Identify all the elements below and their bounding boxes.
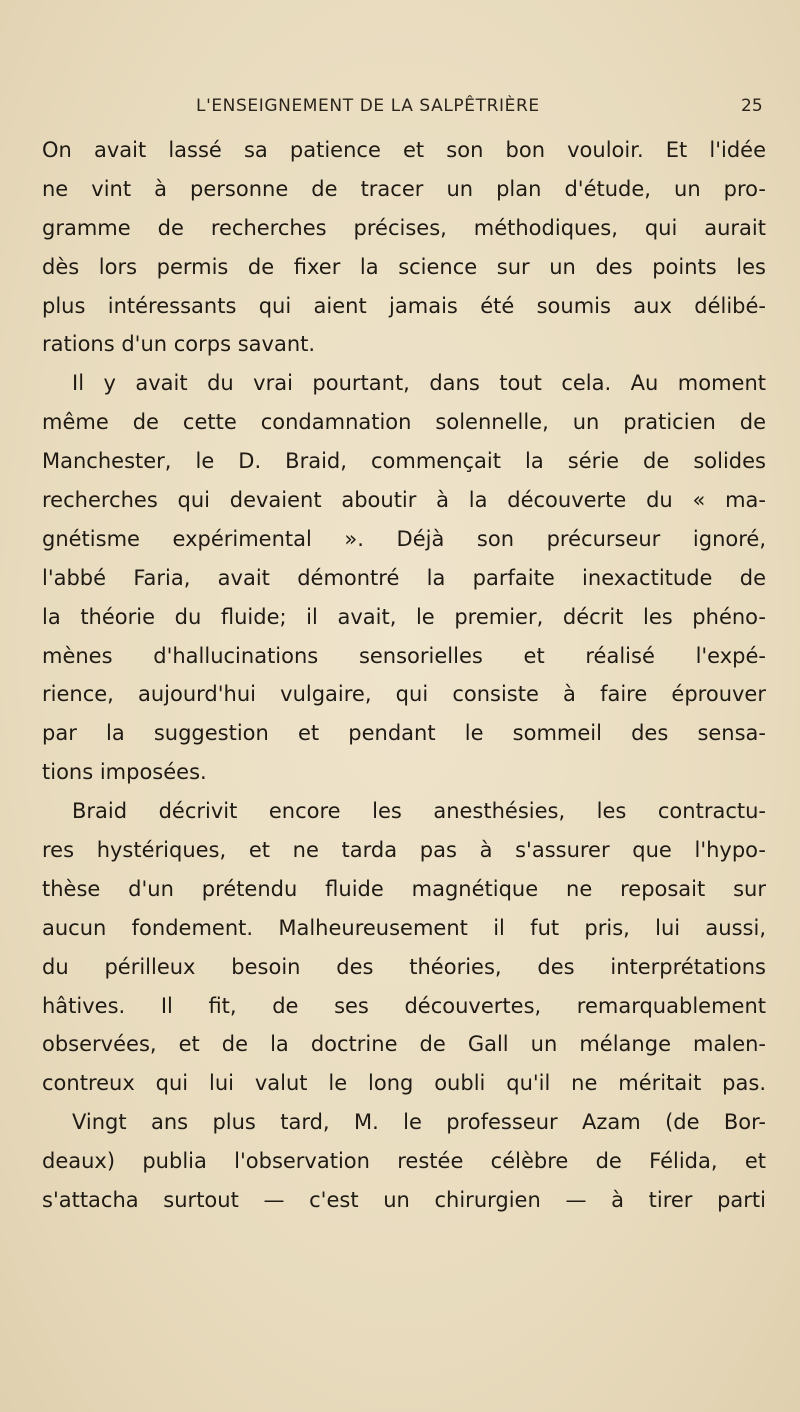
text-line: res hystériques, et ne tarda pas à s'assurer que l'hypo-	[42, 838, 766, 863]
text-line: gnétisme expérimental ». Déjà son précurseur ignoré,	[42, 526, 766, 551]
text-line: hâtives. Il fit, de ses découvertes, remarquablement	[42, 993, 766, 1018]
text-line: Manchester, le D. Braid, commençait la série de solides	[42, 449, 766, 474]
text-line: deaux) publia l'observation restée célèbre de Félida, et	[42, 1149, 766, 1174]
text-line: Braid décrivit encore les anesthésies, les contractu-	[72, 799, 766, 824]
text-line: dès lors permis de fixer la science sur un des points les	[42, 254, 766, 279]
text-line: plus intéressants qui aient jamais été soumis aux délibé-	[42, 293, 766, 318]
running-head: L'ENSEIGNEMENT DE LA SALPÊTRIÈRE	[196, 96, 540, 116]
page-number: 25	[741, 96, 763, 116]
text-line: thèse d'un prétendu fluide magnétique ne reposait sur	[42, 876, 766, 901]
text-line: s'attacha surtout — c'est un chirurgien — à tirer parti	[42, 1188, 766, 1213]
text-line: gramme de recherches précises, méthodiques, qui aurait	[42, 215, 766, 240]
text-line: l'abbé Faria, avait démontré la parfaite inexactitude de	[42, 565, 766, 590]
text-line: Vingt ans plus tard, M. le professeur Azam (de Bor-	[72, 1110, 766, 1135]
text-line: ne vint à personne de tracer un plan d'étude, un pro-	[42, 176, 766, 201]
text-line: la théorie du fluide; il avait, le premier, décrit les phéno-	[42, 604, 766, 629]
text-line: du périlleux besoin des théories, des interprétations	[42, 954, 766, 979]
body-text	[42, 131, 766, 1220]
text-line: tions imposées.	[42, 760, 207, 785]
text-line: observées, et de la doctrine de Gall un mélange malen-	[42, 1032, 766, 1057]
text-line: rience, aujourd'hui vulgaire, qui consiste à faire éprouver	[42, 682, 766, 707]
text-line: mènes d'hallucinations sensorielles et réalisé l'expé-	[42, 643, 766, 668]
text-line: recherches qui devaient aboutir à la découverte du « ma-	[42, 488, 766, 513]
text-line: Il y avait du vrai pourtant, dans tout cela. Au moment	[72, 371, 766, 396]
text-line: rations d'un corps savant.	[42, 332, 316, 357]
text-line: même de cette condamnation solennelle, un praticien de	[42, 410, 766, 435]
text-line: contreux qui lui valut le long oubli qu'il ne méritait pas.	[42, 1071, 766, 1096]
text-line: par la suggestion et pendant le sommeil des sensa-	[42, 721, 766, 746]
text-line: On avait lassé sa patience et son bon vouloir. Et l'idée	[42, 138, 766, 162]
text-line: aucun fondement. Malheureusement il fut pris, lui aussi,	[42, 915, 766, 940]
